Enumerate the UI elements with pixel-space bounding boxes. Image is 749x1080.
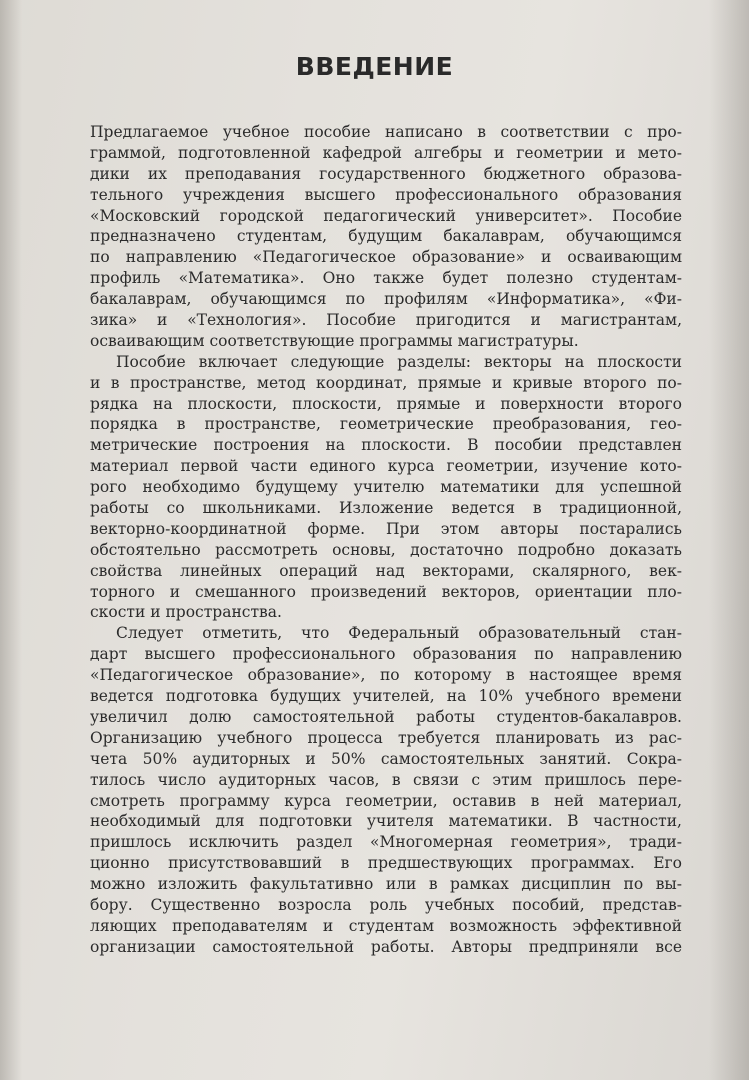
paragraph-2 <box>90 352 682 624</box>
paragraph-3 <box>90 623 682 957</box>
text-line: осваивающим соответствующие программы магистратуры. <box>90 331 579 350</box>
text-line: дарт высшего профессионального образования по направлению <box>90 645 682 664</box>
text-line: профиль «Математика». Оно также будет полезно студентам- <box>90 269 682 288</box>
text-line: ционно присутствовавший в предшествующих программах. Его <box>90 854 682 873</box>
text-line: порядка в пространстве, геометрические преобразования, гео- <box>90 415 682 434</box>
text-line: Следует отметить, что Федеральный образовательный стан- <box>116 624 682 643</box>
page-edge-shadow-right <box>709 0 749 1080</box>
text-line: пришлось исключить раздел «Многомерная геометрия», тради- <box>90 833 682 852</box>
text-line: организации самостоятельной работы. Авторы предприняли все <box>90 937 682 956</box>
text-line: необходимый для подготовки учителя математики. В частности, <box>90 812 682 831</box>
text-line: можно изложить факультативно или в рамках дисциплин по вы- <box>90 875 682 894</box>
page-edge-shadow-left <box>0 0 22 1080</box>
text-line: Пособие включает следующие разделы: векторы на плоскости <box>116 352 682 371</box>
text-line: скости и пространства. <box>90 603 282 622</box>
text-line: чета 50% аудиторных и 50% самостоятельных занятий. Сокра- <box>90 749 682 768</box>
text-line: «Педагогическое образование», по которому в настоящее время <box>90 666 682 685</box>
text-line: метрические построения на плоскости. В пособии представлен <box>90 436 682 455</box>
text-line: предназначено студентам, будущим бакалаврам, обучающимся <box>90 227 682 246</box>
body-text <box>90 122 682 958</box>
text-line: бору. Существенно возросла роль учебных пособий, представ- <box>90 895 682 914</box>
text-line: ляющих преподавателям и студентам возможность эффективной <box>90 916 682 935</box>
text-line: материал первой части единого курса геометрии, изучение кото- <box>90 457 682 476</box>
text-line: свойства линейных операций над векторами, скалярного, век- <box>90 561 682 580</box>
text-line: тилось число аудиторных часов, в связи с этим пришлось пере- <box>90 770 682 789</box>
text-line: по направлению «Педагогическое образование» и осваивающим <box>90 248 682 267</box>
text-line: Организацию учебного процесса требуется планировать из рас- <box>90 728 682 747</box>
text-line: векторно-координатной форме. При этом авторы постарались <box>90 519 682 538</box>
paragraph-1 <box>90 122 682 352</box>
text-line: увеличил долю самостоятельной работы студентов-бакалавров. <box>90 707 682 726</box>
text-line: бакалаврам, обучающимся по профилям «Информатика», «Фи- <box>90 290 682 309</box>
text-line: смотреть программу курса геометрии, оставив в ней материал, <box>90 791 682 810</box>
text-line: и в пространстве, метод координат, прямые и кривые второго по- <box>90 373 682 392</box>
text-line: работы со школьниками. Изложение ведется в традиционной, <box>90 499 682 518</box>
text-line: тельного учреждения высшего профессионального образования <box>90 185 682 204</box>
text-line: Предлагаемое учебное пособие написано в соответствии с про- <box>90 123 682 141</box>
text-line: обстоятельно рассмотреть основы, достаточно подробно доказать <box>90 540 682 559</box>
page-heading: ВВЕДЕНИЕ <box>295 52 454 81</box>
text-line: «Московский городской педагогический университет». Пособие <box>90 206 682 225</box>
text-line: граммой, подготовленной кафедрой алгебры и геометрии и мето- <box>90 143 682 162</box>
text-line: рого необходимо будущему учителю математики для успешной <box>90 478 682 497</box>
text-line: дики их преподавания государственного бюджетного образова- <box>90 164 682 183</box>
text-line: зика» и «Технология». Пособие пригодится и магистрантам, <box>90 311 682 330</box>
text-line: ведется подготовка будущих учителей, на 10% учебного времени <box>90 687 682 706</box>
text-line: торного и смешанного произведений векторов, ориентации пло- <box>90 582 682 601</box>
text-line: рядка на плоскости, плоскости, прямые и поверхности второго <box>90 394 682 413</box>
